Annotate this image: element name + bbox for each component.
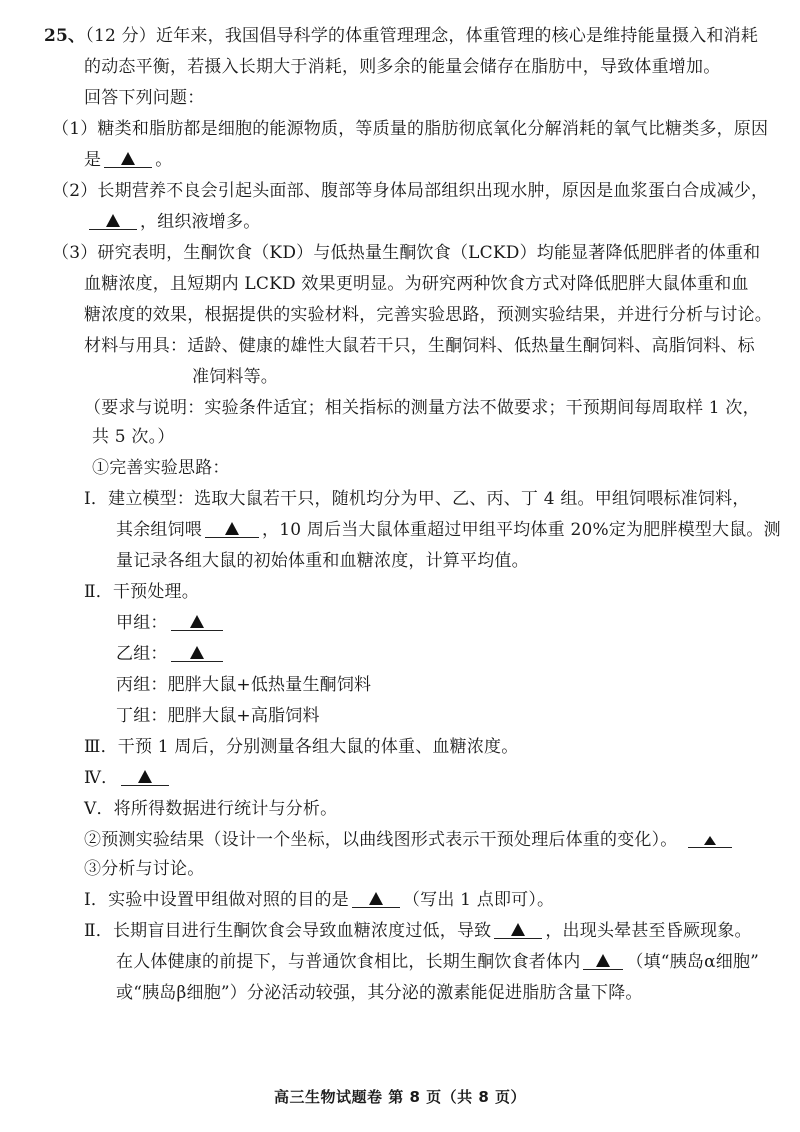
step3-line: Ⅲ．干预 1 周后，分别测量各组大鼠的体重、血糖浓度。 [84, 737, 519, 757]
triangle-icon [225, 522, 239, 535]
group-b-label: 乙组： [116, 644, 168, 664]
step1-line-1: Ⅰ．建立模型：选取大鼠若干只，随机均分为甲、乙、丙、丁 4 组。甲组饲喂标准饲料， [84, 489, 750, 509]
triangle-icon [138, 770, 152, 783]
triangle-icon [190, 646, 204, 659]
discussion-2-text-2: 在人体健康的前提下，与普通饮食相比，长期生酮饮食者体内 [116, 952, 581, 972]
part1-line-2-end: 。 [155, 150, 173, 170]
discussion-2-end-2: （填“胰岛α细胞” [626, 952, 760, 972]
step4-line [84, 766, 172, 790]
answer-blank-10[interactable] [583, 951, 623, 970]
part1-line-2 [84, 148, 172, 172]
discussion-2-end-1: ，出现头晕甚至昏厥现象。 [545, 921, 752, 941]
task2-text: ②预测实验结果（设计一个坐标，以曲线图形式表示干预处理后体重的变化）。 [84, 830, 678, 850]
step5-line: Ⅴ．将所得数据进行统计与分析。 [84, 799, 338, 819]
answer-blank-7[interactable] [688, 829, 732, 848]
page-footer: 高三生物试题卷 第 8 页（共 8 页） [274, 1088, 526, 1106]
discussion-2-text-1: Ⅱ．长期盲目进行生酮饮食会导致血糖浓度过低，导致 [84, 921, 492, 941]
requirements-line-1: （要求与说明：实验条件适宜；相关指标的测量方法不做要求；干预期间每周取样 1 次， [84, 398, 760, 418]
step2-title: Ⅱ．干预处理。 [84, 582, 199, 602]
answer-blank-2[interactable] [89, 211, 137, 230]
answer-blank-4[interactable] [171, 612, 223, 631]
part2-line-2 [86, 210, 260, 234]
materials-line-1: 材料与用具：适龄、健康的雄性大鼠若干只，生酮饲料、低热量生酮饲料、高脂饲料、标 [84, 336, 755, 356]
question-score: （12 分） [85, 26, 157, 46]
group-a-label: 甲组： [116, 613, 168, 633]
discussion-2-line-3: 或“胰岛β细胞”）分泌活动较强，其分泌的激素能促进脂肪含量下降。 [116, 983, 643, 1003]
step1-line-3: 量记录各组大鼠的初始体重和血糖浓度，计算平均值。 [116, 551, 529, 571]
triangle-icon [106, 214, 120, 227]
question-intro-1: 近年来，我国倡导科学的体重管理理念，体重管理的核心是维持能量摄入和消耗 [156, 26, 759, 46]
answer-blank-1[interactable] [104, 149, 152, 168]
part2-line-2-text: ，组织液增多。 [140, 212, 261, 232]
part2-line-1: （2）长期营养不良会引起头面部、腹部等身体局部组织出现水肿，原因是血浆蛋白合成减少， [52, 181, 769, 201]
question-number: 25、 [44, 26, 86, 46]
discussion-1-line [84, 888, 554, 912]
question-intro-2: 的动态平衡，若摄入长期大于消耗，则多余的能量会储存在脂肪中，导致体重增加。 [84, 57, 721, 77]
answer-blank-5[interactable] [171, 643, 223, 662]
part3-line-2: 血糖浓度，且短期内 LCKD 效果更明显。为研究两种饮食方式对降低肥胖大鼠体重和血 [84, 274, 749, 294]
triangle-icon [190, 615, 204, 628]
group-d-line: 丁组：肥胖大鼠+高脂饲料 [116, 706, 320, 726]
triangle-icon [369, 892, 383, 905]
group-b-line [116, 642, 226, 666]
triangle-icon [511, 923, 525, 936]
answer-blank-6[interactable] [121, 767, 169, 786]
question-prompt: 回答下列问题： [84, 88, 205, 108]
part1-line-1: （1）糖类和脂肪都是细胞的能源物质，等质量的脂肪彻底氧化分解消耗的氧气比糖类多，原因 [52, 119, 769, 139]
step1-line-2-text: 其余组饲喂 [116, 520, 202, 540]
group-a-line [116, 611, 226, 635]
requirements-line-2: 共 5 次。） [92, 427, 175, 447]
task1-title: ①完善实验思路： [92, 458, 230, 478]
step1-line-2-end: ，10 周后当大鼠体重超过甲组平均体重 20%定为肥胖模型大鼠。测 [262, 520, 781, 540]
group-c-line: 丙组：肥胖大鼠+低热量生酮饲料 [116, 675, 372, 695]
task3-title: ③分析与讨论。 [84, 859, 205, 879]
discussion-1-text: Ⅰ．实验中设置甲组做对照的目的是 [84, 890, 349, 910]
materials-line-2: 准饲料等。 [192, 367, 278, 387]
step1-line-2 [116, 518, 781, 542]
triangle-icon [704, 836, 716, 845]
triangle-icon [596, 954, 610, 967]
part3-line-1: （3）研究表明，生酮饮食（KD）与低热量生酮饮食（LCKD）均能显著降低肥胖者的体重和 [52, 243, 761, 263]
answer-blank-3[interactable] [205, 519, 259, 538]
answer-blank-8[interactable] [352, 889, 400, 908]
discussion-2-line-1 [84, 919, 752, 943]
part3-line-3: 糖浓度的效果，根据提供的实验材料，完善实验思路，预测实验结果，并进行分析与讨论。 [84, 305, 772, 325]
part1-line-2-text: 是 [84, 150, 102, 170]
triangle-icon [121, 152, 135, 165]
task2-line [84, 828, 735, 852]
step4-label: Ⅳ． [84, 768, 119, 788]
answer-blank-9[interactable] [494, 920, 542, 939]
discussion-2-line-2 [116, 950, 759, 974]
question-header [44, 24, 758, 48]
discussion-1-end: （写出 1 点即可）。 [402, 890, 555, 910]
